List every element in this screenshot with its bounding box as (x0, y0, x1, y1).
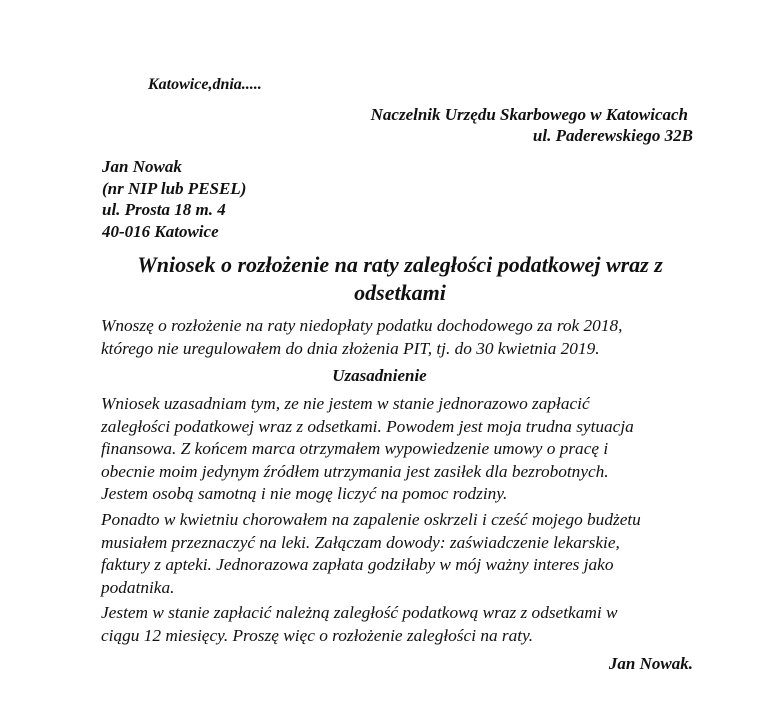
document-title (100, 251, 700, 307)
text-line: Wniosek uzasadniam tym, ze nie jestem w stanie jednorazowo zapłacić (101, 394, 590, 413)
justification-paragraph-2 (101, 509, 701, 599)
addressee-office: Naczelnik Urzędu Skarbowego w Katowicach (370, 105, 688, 124)
justification-heading: Uzasadnienie (332, 366, 427, 385)
text-line: obecnie moim jedynym źródłem utrzymania jest zasiłek dla bezrobotnych. (101, 461, 609, 481)
text-line: finansowa. Z końcem marca otrzymałem wypowiedzenie umowy o pracę i (101, 439, 609, 459)
text-line: podatnika. (101, 577, 175, 597)
text-line: którego nie uregulowałem do dnia złożenia PIT, tj. do 30 kwietnia 2019. (101, 338, 600, 358)
place-and-date: Katowice,dnia..... (148, 76, 262, 93)
title-line-2: odsetkami (354, 280, 446, 305)
text-line: Wnoszę o rozłożenie na raty niedopłaty podatku dochodowego za rok 2018, (101, 316, 623, 335)
text-line: musiałem przeznaczyć na leki. Załączam dowody: zaświadczenie lekarskie, (101, 532, 620, 552)
text-line: Jestem osobą samotną i nie mogę liczyć na pomoc rodziny. (101, 484, 508, 504)
sender-id: (nr NIP lub PESEL) (102, 178, 247, 198)
addressee-block (370, 104, 693, 146)
sender-name: Jan Nowak (102, 157, 182, 176)
sender-block (102, 156, 246, 242)
text-line: ciągu 12 miesięcy. Proszę więc o rozłożenie zaległości na raty. (101, 625, 534, 645)
text-line: zaległości podatkowej wraz z odsetkami. Powodem jest moja trudna sytuacja (101, 416, 634, 436)
signature: Jan Nowak. (608, 654, 693, 673)
title-line-1: Wniosek o rozłożenie na raty zaległości podatkowej wraz z (137, 252, 663, 277)
sender-city: 40-016 Katowice (102, 221, 219, 241)
closing-paragraph (101, 602, 701, 647)
justification-paragraph-1 (101, 393, 701, 506)
request-paragraph (101, 315, 701, 360)
text-line: faktury z apteki. Jednorazowa zapłata godziłaby w mój ważny interes jako (101, 555, 614, 575)
text-line: Ponadto w kwietniu chorowałem na zapalenie oskrzeli i cześć mojego budżetu (101, 510, 641, 529)
text-line: Jestem w stanie zapłacić należną zaległość podatkową wraz z odsetkami w (101, 603, 618, 622)
sender-street: ul. Prosta 18 m. 4 (102, 200, 226, 219)
addressee-street: ul. Paderewskiego 32B (532, 126, 693, 145)
